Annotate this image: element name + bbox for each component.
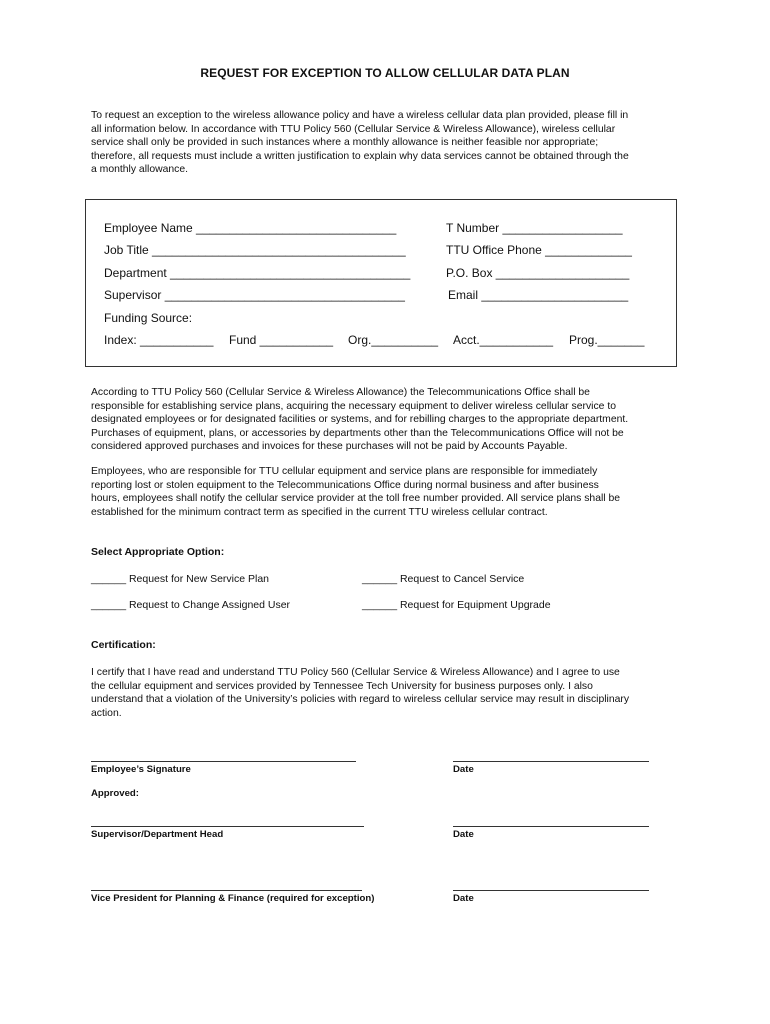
- intro-line: service shall only be provided in such instances where a monthly allowance is neither feasible nor appropriate;: [91, 137, 599, 149]
- office-phone-field[interactable]: TTU Office Phone _____________: [446, 243, 632, 257]
- certification-heading: Certification:: [91, 639, 156, 651]
- prog-field[interactable]: Prog._______: [569, 333, 645, 347]
- employee-name-field[interactable]: Employee Name ______________________________: [104, 221, 397, 235]
- email-field[interactable]: Email ______________________: [448, 288, 629, 302]
- policy-line: considered approved purchases and invoices for these purchases will not be paid by Accounts Payable.: [91, 441, 568, 453]
- supervisor-signature-label: Supervisor/Department Head: [91, 829, 224, 840]
- intro-line: To request an exception to the wireless allowance policy and have a wireless cellular data plan provided, please fill in: [91, 110, 629, 121]
- option-change-assigned-user[interactable]: ______ Request to Change Assigned User: [91, 599, 291, 611]
- department-field[interactable]: Department ____________________________________: [104, 266, 411, 280]
- intro-line: all information below. In accordance with TTU Policy 560 (Cellular Service & Wireless Allowance), wireless cellular: [91, 123, 616, 135]
- date-line-2[interactable]: [453, 826, 649, 827]
- vp-signature-label: Vice President for Planning & Finance (required for exception): [91, 893, 375, 904]
- certification-line: I certify that I have read and understand TTU Policy 560 (Cellular Service & Wireless Allowance) and I agree to use: [91, 667, 620, 678]
- supervisor-field[interactable]: Supervisor ____________________________________: [104, 288, 405, 302]
- t-number-field[interactable]: T Number __________________: [446, 221, 623, 235]
- policy-paragraph: [91, 386, 691, 454]
- acct-field[interactable]: Acct.___________: [453, 333, 554, 347]
- funding-source-label: Funding Source:: [104, 311, 193, 325]
- intro-line: a monthly allowance.: [91, 164, 189, 176]
- employee-signature-line[interactable]: [91, 761, 356, 762]
- employees-line: reporting lost or stolen equipment to the Telecommunications Office during normal business and after business: [91, 479, 599, 491]
- po-box-field[interactable]: P.O. Box ____________________: [446, 266, 630, 280]
- option-cancel-service[interactable]: ______ Request to Cancel Service: [362, 573, 525, 585]
- certification-line: understand that a violation of the University’s policies with regard to wireless cellular service may result in disciplinary: [91, 694, 630, 706]
- form-title: REQUEST FOR EXCEPTION TO ALLOW CELLULAR DATA PLAN: [200, 66, 570, 80]
- policy-line: According to TTU Policy 560 (Cellular Service & Wireless Allowance) the Telecommunications Office shall be: [91, 387, 590, 398]
- certification-line: the cellular equipment and services provided by Tennessee Tech University for business purposes only. I also: [91, 680, 593, 692]
- approved-label: Approved:: [91, 788, 139, 799]
- options-heading: Select Appropriate Option:: [91, 546, 225, 558]
- supervisor-signature-line[interactable]: [91, 826, 364, 827]
- employees-line: hours, employees shall notify the cellular service provider at the toll free number provided. All service plans shall be: [91, 493, 621, 505]
- option-new-service-plan[interactable]: ______ Request for New Service Plan: [91, 573, 270, 585]
- option-equipment-upgrade[interactable]: ______ Request for Equipment Upgrade: [362, 599, 551, 611]
- certification-line: action.: [91, 707, 122, 719]
- index-field[interactable]: Index: ___________: [104, 333, 214, 347]
- employee-signature-label: Employee’s Signature: [91, 764, 191, 775]
- employees-line: established for the minimum contract term as specified in the current TTU wireless cellular contract.: [91, 506, 548, 518]
- certification-paragraph: [91, 666, 691, 720]
- date-label-3: Date: [453, 893, 474, 904]
- job-title-field[interactable]: Job Title ______________________________________: [104, 243, 406, 257]
- intro-paragraph: [91, 109, 691, 177]
- policy-line: responsible for establishing service plans, acquiring the necessary equipment to deliver wireless cellular service to: [91, 400, 616, 412]
- date-label-2: Date: [453, 829, 474, 840]
- date-line-3[interactable]: [453, 890, 649, 891]
- employees-line: Employees, who are responsible for TTU cellular equipment and service plans are responsible for immediately: [91, 466, 598, 477]
- date-line-1[interactable]: [453, 761, 649, 762]
- fund-field[interactable]: Fund ___________: [229, 333, 334, 347]
- vp-signature-line[interactable]: [91, 890, 362, 891]
- employees-paragraph: [91, 465, 691, 519]
- policy-line: designated employees or for designated facilities or systems, and for rebilling charges to the appropriate department.: [91, 414, 629, 426]
- intro-line: therefore, all requests must include a written justification to explain why data services cannot be obtained through the: [91, 150, 629, 162]
- policy-line: Purchases of equipment, plans, or accessories by departments other than the Telecommunications Office will not be: [91, 427, 624, 439]
- org-field[interactable]: Org.__________: [348, 333, 439, 347]
- date-label-1: Date: [453, 764, 474, 775]
